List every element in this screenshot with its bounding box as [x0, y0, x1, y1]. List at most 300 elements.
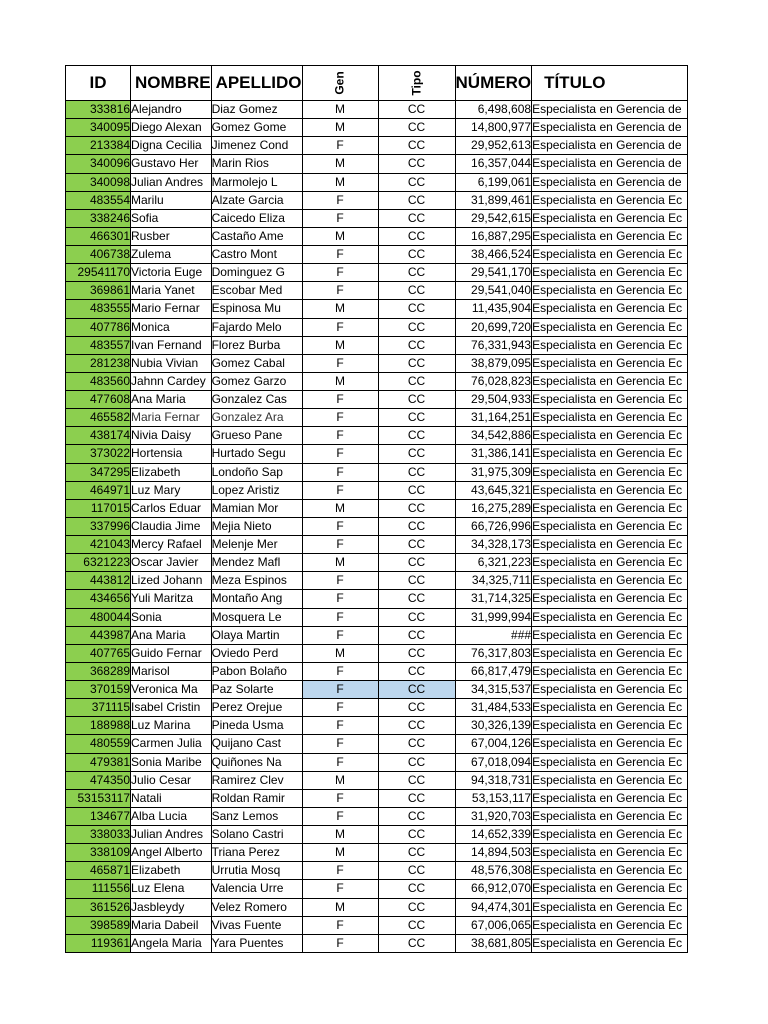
cell-numero[interactable]: 6,321,223 — [455, 554, 532, 572]
cell-nombre[interactable]: Monica — [131, 318, 212, 336]
cell-titulo[interactable]: Especialista en Gerencia Ec — [532, 554, 688, 572]
cell-tipo[interactable]: CC — [378, 916, 455, 934]
cell-tipo[interactable]: CC — [378, 771, 455, 789]
cell-apellido[interactable]: Londoño Sap — [211, 463, 302, 481]
cell-tipo[interactable]: CC — [378, 699, 455, 717]
cell-id[interactable]: 483557 — [66, 336, 131, 354]
cell-apellido[interactable]: Hurtado Segu — [211, 445, 302, 463]
cell-titulo[interactable]: Especialista en Gerencia Ec — [532, 916, 688, 934]
cell-id[interactable]: 474350 — [66, 771, 131, 789]
cell-numero[interactable]: 34,315,537 — [455, 681, 532, 699]
cell-apellido[interactable]: Urrutia Mosq — [211, 862, 302, 880]
cell-titulo[interactable]: Especialista en Gerencia Ec — [532, 735, 688, 753]
cell-nombre[interactable]: Isabel Cristin — [131, 699, 212, 717]
cell-titulo[interactable]: Especialista en Gerencia Ec — [532, 753, 688, 771]
cell-gen[interactable]: F — [302, 463, 378, 481]
cell-gen[interactable]: M — [302, 173, 378, 191]
cell-apellido[interactable]: Gonzalez Ara — [211, 409, 302, 427]
cell-tipo[interactable]: CC — [378, 137, 455, 155]
cell-id[interactable]: 134677 — [66, 807, 131, 825]
cell-nombre[interactable]: Maria Fernar — [131, 409, 212, 427]
cell-numero[interactable]: 76,317,803 — [455, 644, 532, 662]
cell-numero[interactable]: 6,498,608 — [455, 101, 532, 119]
cell-id[interactable]: 371115 — [66, 699, 131, 717]
cell-nombre[interactable]: Mercy Rafael — [131, 536, 212, 554]
cell-nombre[interactable]: Sofia — [131, 209, 212, 227]
cell-nombre[interactable]: Julian Andres — [131, 173, 212, 191]
cell-numero[interactable]: 16,357,044 — [455, 155, 532, 173]
cell-titulo[interactable]: Especialista en Gerencia Ec — [532, 227, 688, 245]
cell-titulo[interactable]: Especialista en Gerencia Ec — [532, 662, 688, 680]
cell-apellido[interactable]: Quijano Cast — [211, 735, 302, 753]
cell-apellido[interactable]: Caicedo Eliza — [211, 209, 302, 227]
cell-id[interactable]: 480559 — [66, 735, 131, 753]
cell-apellido[interactable]: Lopez Aristiz — [211, 481, 302, 499]
cell-gen[interactable]: F — [302, 735, 378, 753]
cell-numero[interactable]: 29,504,933 — [455, 391, 532, 409]
cell-apellido[interactable]: Dominguez G — [211, 264, 302, 282]
cell-tipo[interactable]: CC — [378, 481, 455, 499]
cell-titulo[interactable]: Especialista en Gerencia Ec — [532, 572, 688, 590]
cell-titulo[interactable]: Especialista en Gerencia Ec — [532, 409, 688, 427]
cell-titulo[interactable]: Especialista en Gerencia Ec — [532, 336, 688, 354]
cell-nombre[interactable]: Hortensia — [131, 445, 212, 463]
cell-nombre[interactable]: Angela Maria — [131, 934, 212, 952]
cell-gen[interactable]: F — [302, 572, 378, 590]
cell-id[interactable]: 421043 — [66, 536, 131, 554]
cell-nombre[interactable]: Oscar Javier — [131, 554, 212, 572]
cell-gen[interactable]: F — [302, 807, 378, 825]
cell-nombre[interactable]: Alba Lucia — [131, 807, 212, 825]
cell-numero[interactable]: 31,164,251 — [455, 409, 532, 427]
cell-id[interactable]: 464971 — [66, 481, 131, 499]
cell-tipo[interactable]: CC — [378, 662, 455, 680]
cell-numero[interactable]: 14,800,977 — [455, 119, 532, 137]
cell-tipo[interactable]: CC — [378, 264, 455, 282]
cell-titulo[interactable]: Especialista en Gerencia Ec — [532, 427, 688, 445]
cell-nombre[interactable]: Nivia Daisy — [131, 427, 212, 445]
cell-apellido[interactable]: Solano Castri — [211, 826, 302, 844]
cell-apellido[interactable]: Valencia Urre — [211, 880, 302, 898]
cell-nombre[interactable]: Luz Marina — [131, 717, 212, 735]
cell-nombre[interactable]: Mario Fernar — [131, 300, 212, 318]
cell-numero[interactable]: 38,879,095 — [455, 354, 532, 372]
cell-nombre[interactable]: Marisol — [131, 662, 212, 680]
cell-titulo[interactable]: Especialista en Gerencia Ec — [532, 717, 688, 735]
cell-titulo[interactable]: Especialista en Gerencia Ec — [532, 282, 688, 300]
cell-apellido[interactable]: Fajardo Melo — [211, 318, 302, 336]
cell-numero[interactable]: 34,328,173 — [455, 536, 532, 554]
cell-titulo[interactable]: Especialista en Gerencia Ec — [532, 246, 688, 264]
cell-tipo[interactable]: CC — [378, 246, 455, 264]
cell-nombre[interactable]: Sonia — [131, 608, 212, 626]
cell-id[interactable]: 337996 — [66, 517, 131, 535]
header-apellido[interactable]: APELLIDO — [211, 66, 302, 101]
cell-gen[interactable]: F — [302, 318, 378, 336]
cell-nombre[interactable]: Ivan Fernand — [131, 336, 212, 354]
cell-apellido[interactable]: Gonzalez Cas — [211, 391, 302, 409]
cell-titulo[interactable]: Especialista en Gerencia de — [532, 155, 688, 173]
cell-numero[interactable]: 53,153,117 — [455, 789, 532, 807]
cell-nombre[interactable]: Alejandro — [131, 101, 212, 119]
cell-tipo[interactable]: CC — [378, 862, 455, 880]
cell-apellido[interactable]: Melenje Mer — [211, 536, 302, 554]
cell-id[interactable]: 406738 — [66, 246, 131, 264]
cell-titulo[interactable]: Especialista en Gerencia Ec — [532, 318, 688, 336]
cell-tipo[interactable]: CC — [378, 590, 455, 608]
cell-gen[interactable]: F — [302, 916, 378, 934]
cell-nombre[interactable]: Ana Maria — [131, 391, 212, 409]
cell-id[interactable]: 361526 — [66, 898, 131, 916]
cell-nombre[interactable]: Carlos Eduar — [131, 499, 212, 517]
cell-tipo[interactable]: CC — [378, 191, 455, 209]
cell-gen[interactable]: M — [302, 372, 378, 390]
cell-id[interactable]: 333816 — [66, 101, 131, 119]
cell-tipo[interactable]: CC — [378, 554, 455, 572]
cell-nombre[interactable]: Carmen Julia — [131, 735, 212, 753]
cell-titulo[interactable]: Especialista en Gerencia de — [532, 101, 688, 119]
cell-id[interactable]: 188988 — [66, 717, 131, 735]
cell-tipo[interactable]: CC — [378, 789, 455, 807]
cell-titulo[interactable]: Especialista en Gerencia de — [532, 137, 688, 155]
cell-gen[interactable]: F — [302, 934, 378, 952]
cell-gen[interactable]: F — [302, 264, 378, 282]
cell-numero[interactable]: 76,028,823 — [455, 372, 532, 390]
cell-gen[interactable]: F — [302, 191, 378, 209]
cell-apellido[interactable]: Gomez Garzo — [211, 372, 302, 390]
cell-numero[interactable]: 48,576,308 — [455, 862, 532, 880]
header-nombre[interactable]: NOMBRE — [131, 66, 212, 101]
cell-titulo[interactable]: Especialista en Gerencia Ec — [532, 372, 688, 390]
cell-numero[interactable]: 66,912,070 — [455, 880, 532, 898]
cell-numero[interactable]: 38,466,524 — [455, 246, 532, 264]
cell-gen[interactable]: F — [302, 354, 378, 372]
cell-titulo[interactable]: Especialista en Gerencia Ec — [532, 608, 688, 626]
cell-apellido[interactable]: Pineda Usma — [211, 717, 302, 735]
cell-gen[interactable]: F — [302, 282, 378, 300]
cell-apellido[interactable]: Sanz Lemos — [211, 807, 302, 825]
cell-nombre[interactable]: Luz Elena — [131, 880, 212, 898]
cell-titulo[interactable]: Especialista en Gerencia Ec — [532, 826, 688, 844]
cell-numero[interactable]: 31,714,325 — [455, 590, 532, 608]
cell-tipo[interactable]: CC — [378, 300, 455, 318]
cell-gen[interactable]: M — [302, 300, 378, 318]
cell-tipo[interactable]: CC — [378, 354, 455, 372]
cell-nombre[interactable]: Yuli Maritza — [131, 590, 212, 608]
cell-nombre[interactable]: Victoria Euge — [131, 264, 212, 282]
cell-gen[interactable]: F — [302, 409, 378, 427]
cell-numero[interactable]: 67,006,065 — [455, 916, 532, 934]
cell-gen[interactable]: M — [302, 336, 378, 354]
cell-gen[interactable]: F — [302, 662, 378, 680]
cell-tipo[interactable]: CC — [378, 717, 455, 735]
cell-titulo[interactable]: Especialista en Gerencia Ec — [532, 517, 688, 535]
cell-gen[interactable]: F — [302, 536, 378, 554]
cell-apellido[interactable]: Diaz Gomez — [211, 101, 302, 119]
cell-apellido[interactable]: Florez Burba — [211, 336, 302, 354]
cell-numero[interactable]: 6,199,061 — [455, 173, 532, 191]
cell-gen[interactable]: F — [302, 608, 378, 626]
cell-apellido[interactable]: Escobar Med — [211, 282, 302, 300]
cell-gen[interactable]: M — [302, 771, 378, 789]
cell-numero[interactable]: 94,474,301 — [455, 898, 532, 916]
cell-tipo[interactable]: CC — [378, 844, 455, 862]
header-tipo[interactable] — [378, 66, 455, 101]
cell-id[interactable]: 111556 — [66, 880, 131, 898]
cell-titulo[interactable]: Especialista en Gerencia Ec — [532, 699, 688, 717]
cell-numero[interactable]: 31,899,461 — [455, 191, 532, 209]
cell-numero[interactable]: 66,726,996 — [455, 517, 532, 535]
cell-tipo[interactable]: CC — [378, 735, 455, 753]
cell-titulo[interactable]: Especialista en Gerencia Ec — [532, 898, 688, 916]
cell-tipo[interactable]: CC — [378, 880, 455, 898]
cell-apellido[interactable]: Gomez Gome — [211, 119, 302, 137]
cell-nombre[interactable]: Elizabeth — [131, 862, 212, 880]
cell-nombre[interactable]: Nubia Vivian — [131, 354, 212, 372]
cell-tipo[interactable]: CC — [378, 155, 455, 173]
cell-gen[interactable]: F — [302, 681, 378, 699]
cell-apellido[interactable]: Alzate Garcia — [211, 191, 302, 209]
cell-id[interactable]: 443812 — [66, 572, 131, 590]
cell-nombre[interactable]: Ana Maria — [131, 626, 212, 644]
cell-apellido[interactable]: Mejia Nieto — [211, 517, 302, 535]
cell-numero[interactable]: 29,952,613 — [455, 137, 532, 155]
cell-nombre[interactable]: Zulema — [131, 246, 212, 264]
cell-tipo[interactable]: CC — [378, 119, 455, 137]
cell-titulo[interactable]: Especialista en Gerencia Ec — [532, 789, 688, 807]
cell-tipo[interactable]: CC — [378, 826, 455, 844]
cell-apellido[interactable]: Velez Romero — [211, 898, 302, 916]
cell-nombre[interactable]: Elizabeth — [131, 463, 212, 481]
cell-id[interactable]: 6321223 — [66, 554, 131, 572]
cell-id[interactable]: 479381 — [66, 753, 131, 771]
cell-numero[interactable]: 94,318,731 — [455, 771, 532, 789]
cell-numero[interactable]: 29,541,040 — [455, 282, 532, 300]
cell-numero[interactable]: 29,541,170 — [455, 264, 532, 282]
cell-nombre[interactable]: Digna Cecilia — [131, 137, 212, 155]
cell-titulo[interactable]: Especialista en Gerencia de — [532, 173, 688, 191]
cell-id[interactable]: 434656 — [66, 590, 131, 608]
cell-id[interactable]: 338246 — [66, 209, 131, 227]
cell-id[interactable]: 465582 — [66, 409, 131, 427]
cell-numero[interactable]: 66,817,479 — [455, 662, 532, 680]
cell-nombre[interactable]: Maria Yanet — [131, 282, 212, 300]
cell-apellido[interactable]: Triana Perez — [211, 844, 302, 862]
cell-id[interactable]: 119361 — [66, 934, 131, 952]
cell-id[interactable]: 213384 — [66, 137, 131, 155]
cell-gen[interactable]: F — [302, 626, 378, 644]
cell-gen[interactable]: M — [302, 227, 378, 245]
cell-gen[interactable]: M — [302, 644, 378, 662]
cell-tipo[interactable]: CC — [378, 517, 455, 535]
cell-apellido[interactable]: Jimenez Cond — [211, 137, 302, 155]
cell-id[interactable]: 340098 — [66, 173, 131, 191]
cell-tipo[interactable]: CC — [378, 173, 455, 191]
cell-id[interactable]: 483560 — [66, 372, 131, 390]
cell-titulo[interactable]: Especialista en Gerencia Ec — [532, 191, 688, 209]
cell-nombre[interactable]: Jasbleydy — [131, 898, 212, 916]
cell-numero[interactable]: 11,435,904 — [455, 300, 532, 318]
cell-numero[interactable]: 16,275,289 — [455, 499, 532, 517]
cell-nombre[interactable]: Lized Johann — [131, 572, 212, 590]
cell-tipo[interactable]: CC — [378, 644, 455, 662]
cell-apellido[interactable]: Yara Puentes — [211, 934, 302, 952]
cell-id[interactable]: 443987 — [66, 626, 131, 644]
cell-numero[interactable]: 34,542,886 — [455, 427, 532, 445]
cell-titulo[interactable]: Especialista en Gerencia Ec — [532, 807, 688, 825]
cell-gen[interactable]: F — [302, 880, 378, 898]
cell-tipo[interactable]: CC — [378, 898, 455, 916]
cell-tipo[interactable]: CC — [378, 499, 455, 517]
cell-nombre[interactable]: Guido Fernar — [131, 644, 212, 662]
cell-titulo[interactable]: Especialista en Gerencia Ec — [532, 590, 688, 608]
cell-numero[interactable]: ### — [455, 626, 532, 644]
cell-apellido[interactable]: Perez Orejue — [211, 699, 302, 717]
cell-id[interactable]: 281238 — [66, 354, 131, 372]
cell-tipo[interactable]: CC — [378, 427, 455, 445]
cell-gen[interactable]: F — [302, 517, 378, 535]
cell-id[interactable]: 347295 — [66, 463, 131, 481]
cell-id[interactable]: 338109 — [66, 844, 131, 862]
cell-id[interactable]: 465871 — [66, 862, 131, 880]
cell-gen[interactable]: F — [302, 427, 378, 445]
cell-titulo[interactable]: Especialista en Gerencia Ec — [532, 626, 688, 644]
header-numero[interactable]: NÚMERO — [455, 66, 532, 101]
header-gen[interactable] — [302, 66, 378, 101]
cell-id[interactable]: 340096 — [66, 155, 131, 173]
cell-titulo[interactable]: Especialista en Gerencia Ec — [532, 934, 688, 952]
cell-numero[interactable]: 14,652,339 — [455, 826, 532, 844]
cell-tipo[interactable]: CC — [378, 463, 455, 481]
cell-id[interactable]: 466301 — [66, 227, 131, 245]
cell-titulo[interactable]: Especialista en Gerencia Ec — [532, 481, 688, 499]
cell-tipo[interactable]: CC — [378, 536, 455, 554]
cell-tipo[interactable]: CC — [378, 391, 455, 409]
cell-apellido[interactable]: Mamian Mor — [211, 499, 302, 517]
cell-gen[interactable]: M — [302, 499, 378, 517]
cell-id[interactable]: 480044 — [66, 608, 131, 626]
cell-nombre[interactable]: Jahnn Cardey — [131, 372, 212, 390]
cell-apellido[interactable]: Marmolejo L — [211, 173, 302, 191]
cell-id[interactable]: 340095 — [66, 119, 131, 137]
cell-titulo[interactable]: Especialista en Gerencia Ec — [532, 681, 688, 699]
cell-gen[interactable]: M — [302, 898, 378, 916]
cell-id[interactable]: 370159 — [66, 681, 131, 699]
cell-nombre[interactable]: Angel Alberto — [131, 844, 212, 862]
cell-numero[interactable]: 29,542,615 — [455, 209, 532, 227]
cell-gen[interactable]: M — [302, 826, 378, 844]
cell-gen[interactable]: F — [302, 862, 378, 880]
cell-numero[interactable]: 67,018,094 — [455, 753, 532, 771]
cell-numero[interactable]: 31,386,141 — [455, 445, 532, 463]
cell-tipo[interactable]: CC — [378, 227, 455, 245]
cell-numero[interactable]: 67,004,126 — [455, 735, 532, 753]
cell-nombre[interactable]: Marilu — [131, 191, 212, 209]
cell-id[interactable]: 477608 — [66, 391, 131, 409]
cell-tipo[interactable]: CC — [378, 318, 455, 336]
cell-titulo[interactable]: Especialista en Gerencia Ec — [532, 264, 688, 282]
cell-apellido[interactable]: Castaño Ame — [211, 227, 302, 245]
cell-numero[interactable]: 16,887,295 — [455, 227, 532, 245]
cell-numero[interactable]: 30,326,139 — [455, 717, 532, 735]
cell-apellido[interactable]: Roldan Ramir — [211, 789, 302, 807]
cell-apellido[interactable]: Montaño Ang — [211, 590, 302, 608]
cell-numero[interactable]: 31,975,309 — [455, 463, 532, 481]
cell-gen[interactable]: M — [302, 101, 378, 119]
cell-titulo[interactable]: Especialista en Gerencia Ec — [532, 463, 688, 481]
cell-apellido[interactable]: Oviedo Perd — [211, 644, 302, 662]
cell-titulo[interactable]: Especialista en Gerencia Ec — [532, 644, 688, 662]
cell-nombre[interactable]: Maria Dabeil — [131, 916, 212, 934]
cell-titulo[interactable]: Especialista en Gerencia Ec — [532, 300, 688, 318]
cell-numero[interactable]: 34,325,711 — [455, 572, 532, 590]
cell-nombre[interactable]: Claudia Jime — [131, 517, 212, 535]
cell-titulo[interactable]: Especialista en Gerencia Ec — [532, 862, 688, 880]
cell-gen[interactable]: F — [302, 445, 378, 463]
cell-apellido[interactable]: Pabon Bolaño — [211, 662, 302, 680]
cell-numero[interactable]: 31,920,703 — [455, 807, 532, 825]
cell-gen[interactable]: F — [302, 753, 378, 771]
cell-gen[interactable]: M — [302, 844, 378, 862]
cell-nombre[interactable]: Julio Cesar — [131, 771, 212, 789]
cell-apellido[interactable]: Vivas Fuente — [211, 916, 302, 934]
cell-tipo[interactable]: CC — [378, 209, 455, 227]
cell-titulo[interactable]: Especialista en Gerencia Ec — [532, 391, 688, 409]
cell-numero[interactable]: 31,484,533 — [455, 699, 532, 717]
cell-titulo[interactable]: Especialista en Gerencia Ec — [532, 445, 688, 463]
cell-id[interactable]: 368289 — [66, 662, 131, 680]
cell-gen[interactable]: F — [302, 246, 378, 264]
cell-apellido[interactable]: Ramirez Clev — [211, 771, 302, 789]
cell-id[interactable]: 53153117 — [66, 789, 131, 807]
cell-numero[interactable]: 43,645,321 — [455, 481, 532, 499]
cell-gen[interactable]: F — [302, 391, 378, 409]
cell-tipo[interactable]: CC — [378, 626, 455, 644]
cell-gen[interactable]: F — [302, 209, 378, 227]
header-id[interactable]: ID — [66, 66, 131, 101]
cell-gen[interactable]: F — [302, 789, 378, 807]
cell-titulo[interactable]: Especialista en Gerencia Ec — [532, 771, 688, 789]
cell-apellido[interactable]: Paz Solarte — [211, 681, 302, 699]
cell-nombre[interactable]: Rusber — [131, 227, 212, 245]
cell-gen[interactable]: F — [302, 481, 378, 499]
cell-tipo[interactable]: CC — [378, 807, 455, 825]
cell-tipo[interactable]: CC — [378, 934, 455, 952]
cell-id[interactable]: 483554 — [66, 191, 131, 209]
cell-numero[interactable]: 76,331,943 — [455, 336, 532, 354]
cell-nombre[interactable]: Sonia Maribe — [131, 753, 212, 771]
cell-apellido[interactable]: Mendez Mafl — [211, 554, 302, 572]
cell-apellido[interactable]: Gomez Cabal — [211, 354, 302, 372]
cell-tipo[interactable]: CC — [378, 372, 455, 390]
cell-id[interactable]: 438174 — [66, 427, 131, 445]
cell-apellido[interactable]: Quiñones Na — [211, 753, 302, 771]
cell-gen[interactable]: F — [302, 717, 378, 735]
cell-id[interactable]: 483555 — [66, 300, 131, 318]
cell-nombre[interactable]: Veronica Ma — [131, 681, 212, 699]
cell-id[interactable]: 407765 — [66, 644, 131, 662]
cell-titulo[interactable]: Especialista en Gerencia Ec — [532, 499, 688, 517]
cell-apellido[interactable]: Grueso Pane — [211, 427, 302, 445]
cell-titulo[interactable]: Especialista en Gerencia Ec — [532, 880, 688, 898]
cell-nombre[interactable]: Diego Alexan — [131, 119, 212, 137]
cell-apellido[interactable]: Mosquera Le — [211, 608, 302, 626]
cell-id[interactable]: 373022 — [66, 445, 131, 463]
cell-gen[interactable]: F — [302, 699, 378, 717]
cell-apellido[interactable]: Olaya Martin — [211, 626, 302, 644]
cell-numero[interactable]: 14,894,503 — [455, 844, 532, 862]
cell-id[interactable]: 29541170 — [66, 264, 131, 282]
